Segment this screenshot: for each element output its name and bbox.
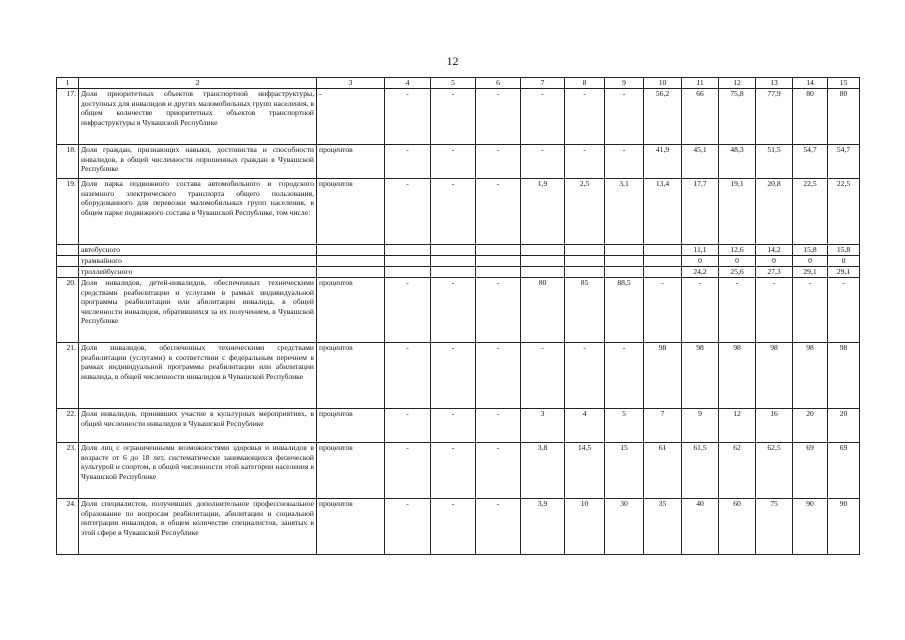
value-cell: 54,7 [793, 145, 828, 179]
column-header: 14 [793, 78, 828, 89]
value-cell: - [385, 89, 431, 145]
value-cell: 80 [793, 89, 828, 145]
sub-row-label: автобусного [79, 245, 317, 256]
value-cell: 1,9 [521, 179, 565, 245]
value-cell: - [719, 278, 756, 343]
row-number: 24. [57, 499, 79, 555]
value-cell [644, 267, 682, 278]
value-cell: - [521, 89, 565, 145]
row-number-empty [57, 267, 79, 278]
value-cell: 12,6 [719, 245, 756, 256]
value-cell: 98 [719, 343, 756, 409]
sub-row-label: троллейбусного [79, 267, 317, 278]
value-cell: 85 [565, 278, 605, 343]
value-cell: 75,8 [719, 89, 756, 145]
value-cell: 14,5 [565, 443, 605, 499]
column-header: 8 [565, 78, 605, 89]
sub-row-label: трамвайного [79, 256, 317, 267]
value-cell: 9 [682, 409, 719, 443]
value-cell [476, 245, 521, 256]
column-header: 7 [521, 78, 565, 89]
indicators-table [56, 77, 860, 555]
column-header: 5 [431, 78, 476, 89]
value-cell: 22,5 [793, 179, 828, 245]
value-cell: 88,5 [605, 278, 644, 343]
row-number: 22. [57, 409, 79, 443]
unit-cell: процентов [317, 499, 385, 555]
row-number: 19. [57, 179, 79, 245]
value-cell: - [682, 278, 719, 343]
value-cell: - [476, 145, 521, 179]
value-cell: 15,8 [793, 245, 828, 256]
indicator-description: Доля инвалидов, обеспеченных техническими средствами реабилитации (услугами) в соответствии с федеральным перечнем в рамках индивидуальной программы реабилитации или абилитации инвалида, в общей численности инвалидов в Чувашской Республике [79, 343, 317, 409]
value-cell: - [565, 343, 605, 409]
value-cell: 40 [682, 499, 719, 555]
indicator-description: Доля инвалидов, детей-инвалидов, обеспеченных техническими средствами реабилитации и услугами в рамках индивидуальной программы реабилитации или абилитации инвалида, в общей численности инвалидов, обратившихся за их получением, в Чувашской Республике [79, 278, 317, 343]
value-cell: 12 [719, 409, 756, 443]
value-cell: 61 [644, 443, 682, 499]
value-cell: 0 [828, 256, 860, 267]
value-cell: 35 [644, 499, 682, 555]
value-cell: 20 [793, 409, 828, 443]
value-cell: - [476, 443, 521, 499]
value-cell: 15 [605, 443, 644, 499]
indicator-description: Доля лиц с ограниченными возможностями здоровья и инвалидов в возрасте от 6 до 18 лет, систематически занимающихся физической культурой и спортом, в общей численности этой категории населения в Чувашской Республике [79, 443, 317, 499]
value-cell: 60 [719, 499, 756, 555]
unit-cell: - [317, 89, 385, 145]
value-cell: 25,6 [719, 267, 756, 278]
value-cell [521, 267, 565, 278]
value-cell: - [605, 145, 644, 179]
row-number: 23. [57, 443, 79, 499]
value-cell: 41,9 [644, 145, 682, 179]
table-row [57, 145, 860, 179]
indicator-description: Доля граждан, признающих навыки, достоинства и способности инвалидов, в общей численности опрошенных граждан в Чувашской Республике [79, 145, 317, 179]
sub-row [57, 245, 860, 256]
value-cell: 0 [793, 256, 828, 267]
value-cell [385, 267, 431, 278]
value-cell [476, 267, 521, 278]
value-cell: - [431, 179, 476, 245]
value-cell: 29,1 [828, 267, 860, 278]
value-cell: 75 [756, 499, 793, 555]
value-cell: - [644, 278, 682, 343]
value-cell: 11,1 [682, 245, 719, 256]
value-cell: - [521, 145, 565, 179]
column-header: 13 [756, 78, 793, 89]
value-cell [565, 267, 605, 278]
row-number-empty [57, 245, 79, 256]
value-cell [644, 256, 682, 267]
value-cell: 66 [682, 89, 719, 145]
value-cell: - [431, 409, 476, 443]
row-number: 21. [57, 343, 79, 409]
unit-cell: процентов [317, 343, 385, 409]
value-cell: 3,8 [521, 443, 565, 499]
value-cell: 4 [565, 409, 605, 443]
unit-cell: процентов [317, 179, 385, 245]
column-header: 1 [57, 78, 79, 89]
column-header: 6 [476, 78, 521, 89]
sub-row [57, 267, 860, 278]
value-cell: 16 [756, 409, 793, 443]
indicator-description: Доля приоритетных объектов транспортной инфраструктуры, доступных для инвалидов и других маломобильных групп населения, в общем количестве приоритетных объектов транспортной инфраструктуры в Чувашской Республике [79, 89, 317, 145]
value-cell: - [431, 443, 476, 499]
unit-cell: процентов [317, 443, 385, 499]
value-cell: - [431, 278, 476, 343]
value-cell: - [476, 89, 521, 145]
column-header: 11 [682, 78, 719, 89]
value-cell [521, 256, 565, 267]
value-cell: - [476, 343, 521, 409]
unit-cell [317, 256, 385, 267]
value-cell: 69 [793, 443, 828, 499]
value-cell [605, 245, 644, 256]
value-cell [431, 256, 476, 267]
value-cell: - [385, 343, 431, 409]
value-cell: 80 [828, 89, 860, 145]
value-cell: - [565, 145, 605, 179]
value-cell: 98 [793, 343, 828, 409]
value-cell: - [431, 145, 476, 179]
value-cell: 62 [719, 443, 756, 499]
unit-cell [317, 267, 385, 278]
value-cell: - [476, 278, 521, 343]
value-cell: - [431, 89, 476, 145]
table-row [57, 343, 860, 409]
row-number-empty [57, 256, 79, 267]
value-cell: - [431, 343, 476, 409]
row-number: 18. [57, 145, 79, 179]
value-cell: - [385, 278, 431, 343]
table-row [57, 89, 860, 145]
value-cell: 98 [644, 343, 682, 409]
value-cell: 48,3 [719, 145, 756, 179]
value-cell: 7 [644, 409, 682, 443]
value-cell: 2,5 [565, 179, 605, 245]
value-cell [385, 256, 431, 267]
value-cell: 3,1 [605, 179, 644, 245]
value-cell: 0 [756, 256, 793, 267]
value-cell: 98 [828, 343, 860, 409]
column-header: 10 [644, 78, 682, 89]
value-cell: - [385, 409, 431, 443]
value-cell: - [385, 179, 431, 245]
value-cell [431, 267, 476, 278]
column-header: 2 [79, 78, 317, 89]
value-cell: 17,7 [682, 179, 719, 245]
sub-row [57, 256, 860, 267]
value-cell: 22,5 [828, 179, 860, 245]
value-cell [644, 245, 682, 256]
unit-cell: процентов [317, 278, 385, 343]
value-cell: 62,5 [756, 443, 793, 499]
table-row [57, 179, 860, 245]
value-cell: - [476, 409, 521, 443]
value-cell: 13,4 [644, 179, 682, 245]
table-row [57, 443, 860, 499]
table-row [57, 409, 860, 443]
row-number: 17. [57, 89, 79, 145]
page-number: 12 [446, 54, 459, 68]
indicator-description: Доля парка подвижного состава автомобильного и городского наземного электрического транспорта общего пользования, оборудованного для перевозки маломобильных групп населения, в общем парке подвижного состава в Чувашской Республике, том числе: [79, 179, 317, 245]
table-header-row [57, 78, 860, 89]
value-cell: - [476, 179, 521, 245]
value-cell: 45,1 [682, 145, 719, 179]
value-cell: - [605, 89, 644, 145]
column-header: 3 [317, 78, 385, 89]
unit-cell: процентов [317, 145, 385, 179]
value-cell: 19,1 [719, 179, 756, 245]
value-cell: - [605, 343, 644, 409]
value-cell: 77,9 [756, 89, 793, 145]
value-cell: - [385, 443, 431, 499]
value-cell: 98 [756, 343, 793, 409]
value-cell: - [385, 499, 431, 555]
column-header: 12 [719, 78, 756, 89]
value-cell [565, 256, 605, 267]
value-cell [605, 267, 644, 278]
table-row [57, 499, 860, 555]
value-cell: 90 [793, 499, 828, 555]
value-cell: - [793, 278, 828, 343]
value-cell [605, 256, 644, 267]
value-cell: - [431, 499, 476, 555]
unit-cell: процентов [317, 409, 385, 443]
value-cell: 80 [521, 278, 565, 343]
value-cell: 0 [682, 256, 719, 267]
indicator-description: Доля специалистов, получивших дополнительное профессиональное образование по вопросам реабилитации, абилитации и социальной интеграции инвалидов, в общем количестве специалистов, занятых в этой сфере в Чувашской Республике [79, 499, 317, 555]
value-cell: 30 [605, 499, 644, 555]
value-cell: - [476, 499, 521, 555]
column-header: 4 [385, 78, 431, 89]
row-number: 20. [57, 278, 79, 343]
value-cell: 54,7 [828, 145, 860, 179]
value-cell: - [521, 343, 565, 409]
value-cell: 90 [828, 499, 860, 555]
value-cell: 5 [605, 409, 644, 443]
value-cell: 10 [565, 499, 605, 555]
table-row [57, 278, 860, 343]
value-cell: 51,5 [756, 145, 793, 179]
value-cell: 20 [828, 409, 860, 443]
value-cell: 14,2 [756, 245, 793, 256]
value-cell: 20,8 [756, 179, 793, 245]
value-cell: 15,8 [828, 245, 860, 256]
column-header: 9 [605, 78, 644, 89]
indicator-description: Доля инвалидов, принявших участие в культурных мероприятиях, в общей численности инвалидов в Чувашской Республике [79, 409, 317, 443]
value-cell: - [828, 278, 860, 343]
value-cell [385, 245, 431, 256]
value-cell: 27,3 [756, 267, 793, 278]
value-cell: 3 [521, 409, 565, 443]
value-cell: 69 [828, 443, 860, 499]
value-cell [476, 256, 521, 267]
value-cell: 56,2 [644, 89, 682, 145]
column-header: 15 [828, 78, 860, 89]
value-cell: - [756, 278, 793, 343]
value-cell: 24,2 [682, 267, 719, 278]
value-cell: 98 [682, 343, 719, 409]
value-cell [521, 245, 565, 256]
value-cell [431, 245, 476, 256]
value-cell: 29,1 [793, 267, 828, 278]
value-cell: 3,9 [521, 499, 565, 555]
value-cell: - [385, 145, 431, 179]
value-cell: - [565, 89, 605, 145]
unit-cell [317, 245, 385, 256]
value-cell: 0 [719, 256, 756, 267]
value-cell: 61,5 [682, 443, 719, 499]
value-cell [565, 245, 605, 256]
